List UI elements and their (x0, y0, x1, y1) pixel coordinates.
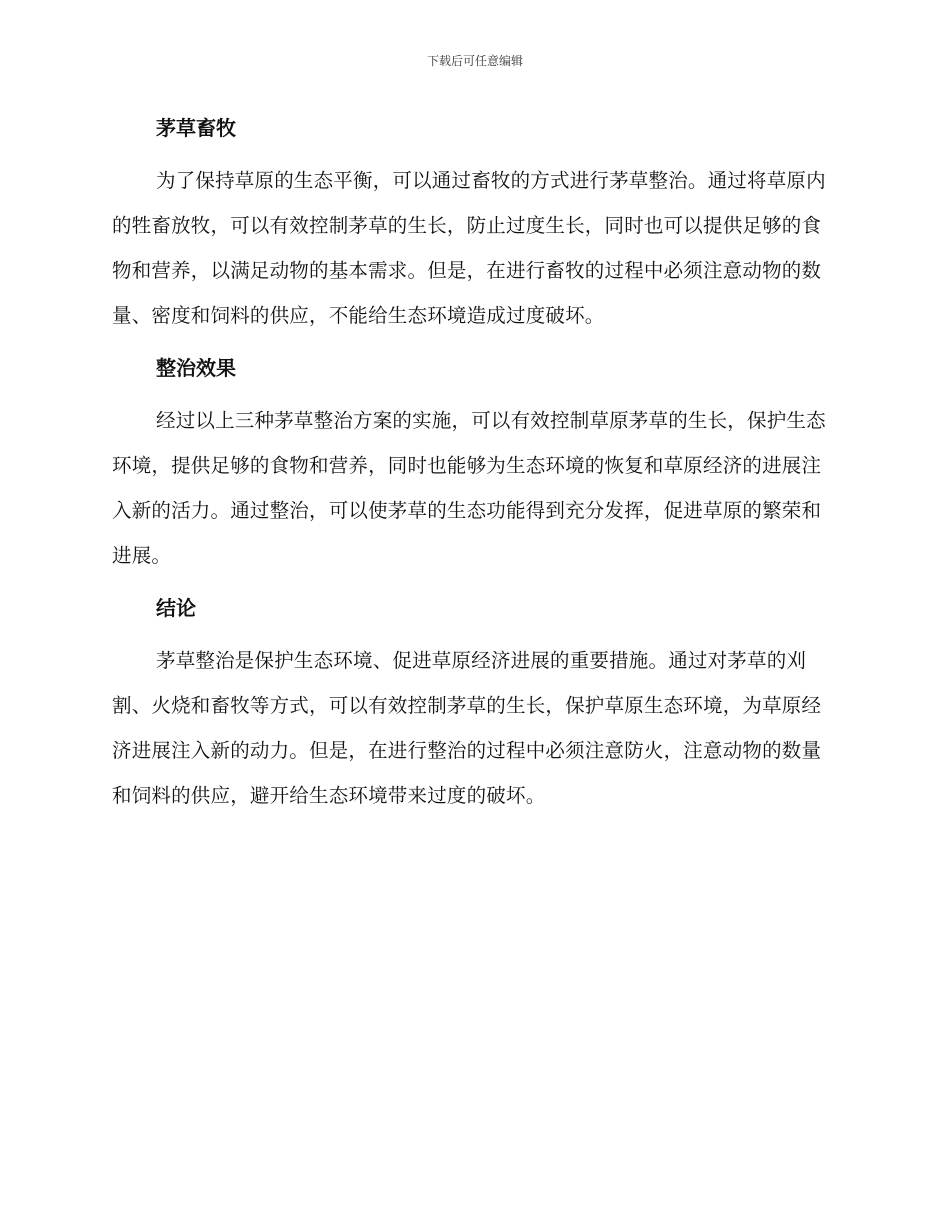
section-paragraph-effect: 经过以上三种茅草整治方案的实施，可以有效控制草原茅草的生长，保护生态环境，提供足够的食物和营养，同时也能够为生态环境的恢复和草原经济的进展注入新的活力。通过整治，可以使茅草的生态功能得到充分发挥，促进草原的繁荣和进展。 (112, 409, 826, 567)
page-header: 下载后可任意编辑 (426, 54, 523, 68)
section-paragraph-conclusion: 茅草整治是保护生态环境、促进草原经济进展的重要措施。通过对茅草的刈割、火烧和畜牧等方式，可以有效控制茅草的生长，保护草原生态环境，为草原经济进展注入新的动力。但是，在进行整治的过程中必须注意防火，注意动物的数量和饲料的供应，避开给生态环境带来过度的破坏。 (112, 649, 822, 807)
section-heading-grazing: 茅草畜牧 (156, 116, 236, 140)
section-heading-conclusion: 结论 (156, 596, 196, 620)
section-heading-effect: 整治效果 (156, 356, 236, 380)
section-paragraph-grazing: 为了保持草原的生态平衡，可以通过畜牧的方式进行茅草整治。通过将草原内的牲畜放牧，可以有效控制茅草的生长，防止过度生长，同时也可以提供足够的食物和营养，以满足动物的基本需求。但是，在进行畜牧的过程中必须注意动物的数量、密度和饲料的供应，不能给生态环境造成过度破坏。 (112, 169, 826, 327)
document-body (112, 110, 832, 818)
